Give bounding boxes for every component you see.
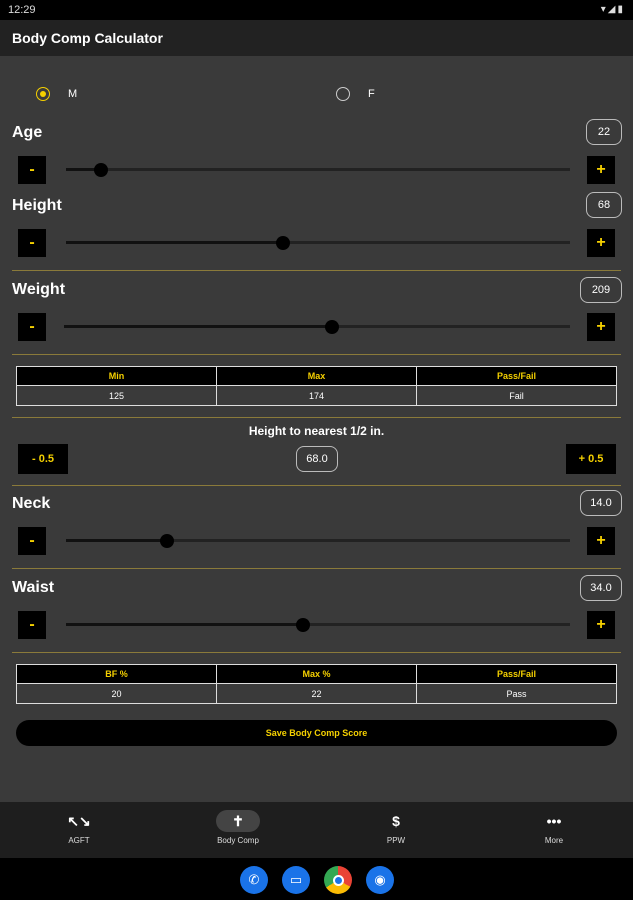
female-radio[interactable]: [336, 87, 350, 101]
waist-plus-button[interactable]: +: [587, 611, 615, 639]
divider: [12, 417, 621, 418]
male-label: M: [68, 88, 78, 100]
table-header-min: Min: [17, 367, 217, 386]
weight-value[interactable]: 209: [580, 277, 622, 303]
more-dots-icon: •••: [546, 813, 562, 829]
table-header-pass-fail: Pass/Fail: [417, 367, 616, 386]
table-header-max: Max: [217, 367, 417, 386]
waist-value[interactable]: 34.0: [580, 575, 622, 601]
neck-plus-button[interactable]: +: [587, 527, 615, 555]
neck-label: Neck: [12, 495, 51, 512]
neck-slider-fill: [66, 539, 167, 542]
divider: [12, 568, 621, 569]
waist-minus-button[interactable]: -: [18, 611, 46, 639]
nav-item-more[interactable]: [504, 810, 604, 845]
nav-label: AGFT: [68, 836, 90, 845]
table-header-pass-fail: Pass/Fail: [417, 665, 616, 684]
nav-item-ppw[interactable]: [346, 810, 446, 845]
weight-slider-fill: [64, 325, 332, 328]
neck-slider-thumb[interactable]: [160, 534, 174, 548]
minus-half-inch-button[interactable]: - 0.5: [18, 444, 68, 474]
divider: [12, 270, 621, 271]
save-body-comp-button[interactable]: Save Body Comp Score: [16, 720, 617, 746]
table-cell-max-percent: 22: [217, 684, 417, 703]
age-label: Age: [12, 124, 43, 141]
table-cell-max: 174: [217, 386, 417, 405]
messages-icon[interactable]: ▭: [282, 866, 310, 894]
divider: [12, 354, 621, 355]
table-cell-min: 125: [17, 386, 217, 405]
half-inch-title: Height to nearest 1/2 in.: [248, 424, 385, 438]
nav-label: Body Comp: [217, 836, 259, 845]
table-cell-bf: 20: [17, 684, 217, 703]
nav-item-body-comp[interactable]: [188, 810, 288, 845]
system-dock: [0, 858, 633, 900]
waist-label: Waist: [12, 579, 55, 596]
expand-arrows-icon: ↖↘: [67, 813, 91, 829]
table-header-bf: BF %: [17, 665, 217, 684]
plus-half-inch-button[interactable]: + 0.5: [566, 444, 616, 474]
divider: [12, 485, 621, 486]
weight-plus-button[interactable]: +: [587, 313, 615, 341]
neck-value[interactable]: 14.0: [580, 490, 622, 516]
age-minus-button[interactable]: -: [18, 156, 46, 184]
age-value[interactable]: 22: [586, 119, 622, 145]
chrome-icon[interactable]: [324, 866, 352, 894]
age-slider-track[interactable]: [66, 168, 570, 171]
body-fat-table: [16, 664, 617, 704]
height-minus-button[interactable]: -: [18, 229, 46, 257]
table-cell-pass-fail: Fail: [417, 386, 616, 405]
height-label: Height: [12, 197, 62, 214]
status-icons: ▾◢▮: [600, 4, 625, 15]
nav-label: PPW: [386, 836, 406, 845]
age-slider-thumb[interactable]: [94, 163, 108, 177]
waist-slider-fill: [66, 623, 303, 626]
weight-minus-button[interactable]: -: [18, 313, 46, 341]
table-cell-pass-fail: Pass: [417, 684, 616, 703]
waist-slider-thumb[interactable]: [296, 618, 310, 632]
weight-slider-thumb[interactable]: [325, 320, 339, 334]
female-label: F: [368, 88, 375, 100]
weight-standards-table: [16, 366, 617, 406]
dollar-icon: $: [392, 813, 400, 829]
phone-icon[interactable]: ✆: [240, 866, 268, 894]
nav-item-agft[interactable]: [29, 810, 129, 845]
neck-minus-button[interactable]: -: [18, 527, 46, 555]
height-value[interactable]: 68: [586, 192, 622, 218]
age-plus-button[interactable]: +: [587, 156, 615, 184]
app-title: Body Comp Calculator: [12, 30, 163, 46]
bottom-navigation: [0, 802, 633, 858]
app-bar: [0, 20, 633, 56]
body-figure-icon: ✝: [216, 810, 260, 832]
nav-label: More: [544, 836, 564, 845]
male-radio[interactable]: [36, 87, 50, 101]
status-bar: [0, 0, 633, 20]
half-inch-value: 68.0: [296, 446, 338, 472]
weight-label: Weight: [12, 281, 66, 298]
height-plus-button[interactable]: +: [587, 229, 615, 257]
camera-icon[interactable]: ◉: [366, 866, 394, 894]
divider: [12, 652, 621, 653]
table-header-max-percent: Max %: [217, 665, 417, 684]
status-time: 12:29: [8, 4, 36, 16]
height-slider-thumb[interactable]: [276, 236, 290, 250]
height-slider-fill: [66, 241, 283, 244]
